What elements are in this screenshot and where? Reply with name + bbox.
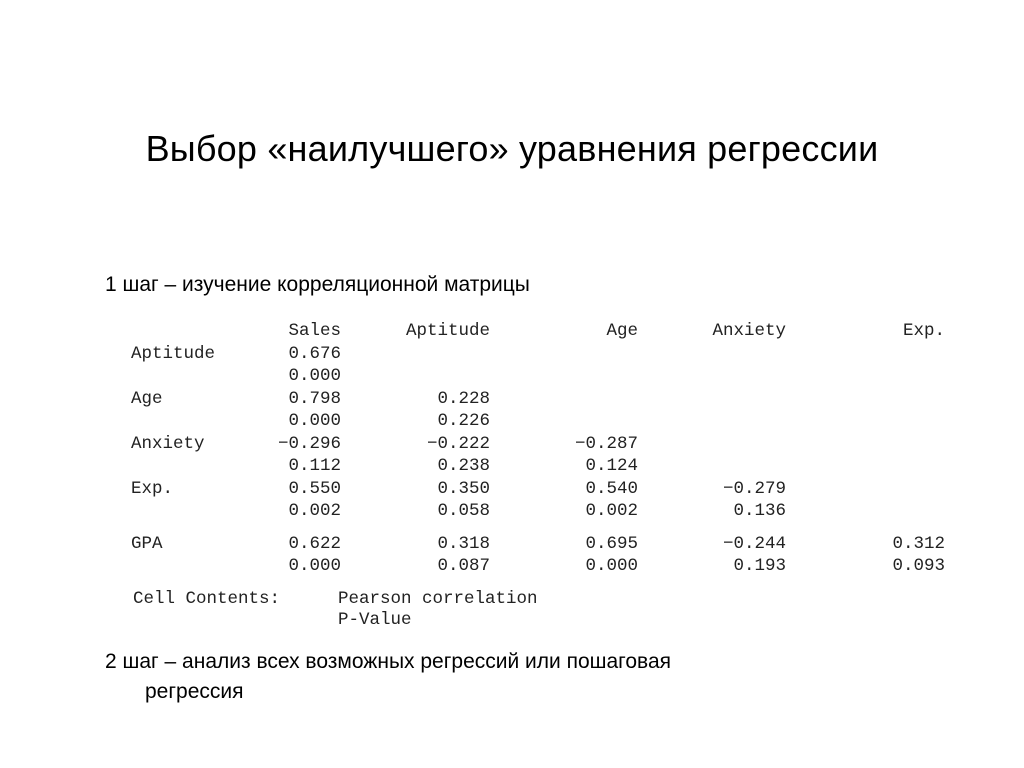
p-value: 0.000 bbox=[288, 411, 341, 431]
row-label-3: Exp. bbox=[131, 479, 174, 499]
correlation-value: 0.695 bbox=[585, 534, 638, 554]
p-value: 0.226 bbox=[437, 411, 490, 431]
correlation-value: 0.540 bbox=[585, 479, 638, 499]
p-value: 0.058 bbox=[437, 501, 490, 521]
cell-contents-label: Cell Contents: bbox=[133, 589, 281, 609]
correlation-value: 0.350 bbox=[437, 479, 490, 499]
row-label-1: Age bbox=[131, 389, 163, 409]
step-2-line-2: регрессия bbox=[145, 680, 244, 703]
p-value: 0.136 bbox=[733, 501, 786, 521]
p-value: 0.093 bbox=[892, 556, 945, 576]
correlation-value: 0.676 bbox=[288, 344, 341, 364]
correlation-value: 0.228 bbox=[437, 389, 490, 409]
correlation-value: 0.798 bbox=[288, 389, 341, 409]
step-1-text: 1 шаг – изучение корреляционной матрицы bbox=[105, 273, 530, 296]
row-label-4: GPA bbox=[131, 534, 163, 554]
p-value: 0.002 bbox=[288, 501, 341, 521]
row-label-0: Aptitude bbox=[131, 344, 216, 364]
correlation-value: 0.550 bbox=[288, 479, 341, 499]
slide-title: Выбор «наилучшего» уравнения регрессии bbox=[145, 128, 879, 169]
correlation-value: −0.279 bbox=[722, 479, 786, 499]
correlation-value: −0.296 bbox=[277, 434, 341, 454]
p-value: 0.087 bbox=[437, 556, 490, 576]
p-value: 0.112 bbox=[288, 456, 341, 476]
correlation-value: −0.222 bbox=[426, 434, 490, 454]
cell-contents-line-1: Pearson correlation bbox=[338, 589, 538, 609]
step-2-line-1: 2 шаг – анализ всех возможных регрессий или пошаговая bbox=[105, 650, 672, 673]
column-header-2: Age bbox=[606, 321, 638, 341]
p-value: 0.002 bbox=[585, 501, 638, 521]
correlation-value: 0.622 bbox=[288, 534, 341, 554]
column-header-1: Aptitude bbox=[405, 321, 490, 341]
correlation-value: −0.287 bbox=[574, 434, 638, 454]
column-header-0: Sales bbox=[288, 321, 341, 341]
correlation-value: 0.312 bbox=[892, 534, 945, 554]
step-2-text bbox=[105, 647, 671, 707]
correlation-value: −0.244 bbox=[722, 534, 786, 554]
p-value: 0.124 bbox=[585, 456, 638, 476]
cell-contents-line-2: P-Value bbox=[338, 610, 412, 630]
column-header-3: Anxiety bbox=[712, 321, 786, 341]
p-value: 0.000 bbox=[288, 366, 341, 386]
p-value: 0.193 bbox=[733, 556, 786, 576]
row-label-2: Anxiety bbox=[131, 434, 205, 454]
correlation-value: 0.318 bbox=[437, 534, 490, 554]
p-value: 0.000 bbox=[585, 556, 638, 576]
column-header-4: Exp. bbox=[902, 321, 945, 341]
p-value: 0.238 bbox=[437, 456, 490, 476]
p-value: 0.000 bbox=[288, 556, 341, 576]
